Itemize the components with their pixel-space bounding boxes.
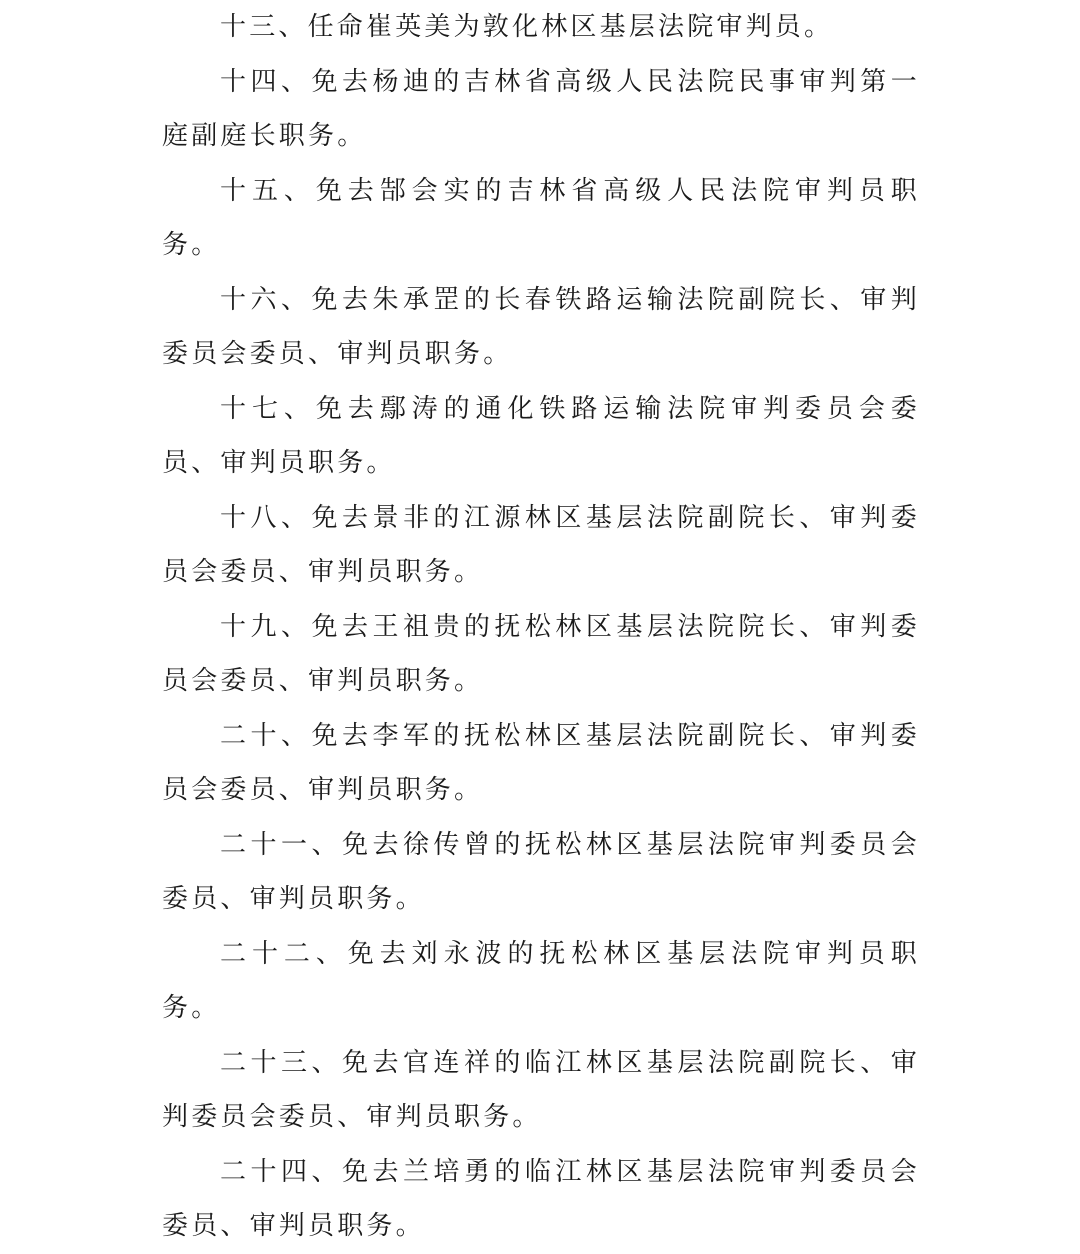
paragraph-19: 十九、免去王祖贵的抚松林区基层法院院长、审判委员会委员、审判员职务。 xyxy=(162,611,920,696)
paragraph-16: 十六、免去朱承罡的长春铁路运输法院副院长、审判委员会委员、审判员职务。 xyxy=(162,284,920,369)
paragraph-20: 二十、免去李军的抚松林区基层法院副院长、审判委员会委员、审判员职务。 xyxy=(162,720,920,805)
paragraph-22: 二十二、免去刘永波的抚松林区基层法院审判员职务。 xyxy=(162,938,920,1023)
paragraph-13: 十三、任命崔英美为敦化林区基层法院审判员。 xyxy=(220,12,834,42)
paragraph-17: 十七、免去鄢涛的通化铁路运输法院审判委员会委员、审判员职务。 xyxy=(162,393,920,478)
document-body xyxy=(162,0,920,1254)
paragraph-15: 十五、免去郜会实的吉林省高级人民法院审判员职务。 xyxy=(162,175,920,260)
paragraph-18: 十八、免去景非的江源林区基层法院副院长、审判委员会委员、审判员职务。 xyxy=(162,502,920,587)
paragraph-23: 二十三、免去官连祥的临江林区基层法院副院长、审判委员会委员、审判员职务。 xyxy=(162,1047,920,1132)
paragraph-21: 二十一、免去徐传曾的抚松林区基层法院审判委员会委员、审判员职务。 xyxy=(162,829,920,914)
paragraph-24: 二十四、免去兰培勇的临江林区基层法院审判委员会委员、审判员职务。 xyxy=(162,1156,920,1241)
paragraph-14: 十四、免去杨迪的吉林省高级人民法院民事审判第一庭副庭长职务。 xyxy=(162,66,920,151)
